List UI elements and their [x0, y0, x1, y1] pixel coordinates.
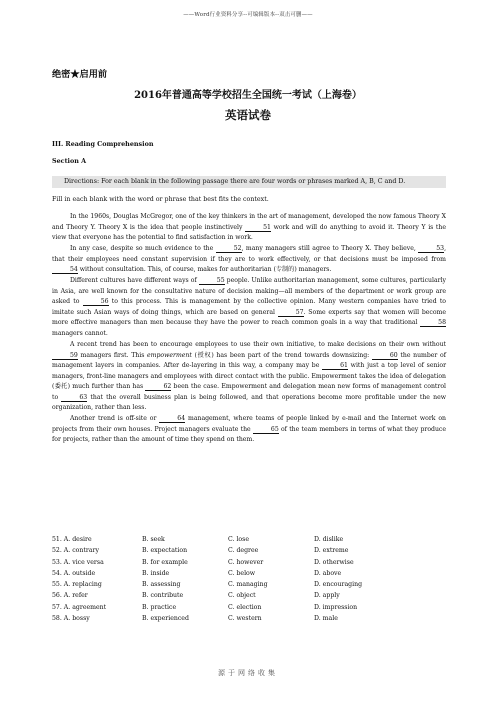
passage-text: A recent trend has been to encourage employees to use their own initiative, to make decisions on their own without	[70, 341, 446, 349]
option-row	[52, 536, 448, 547]
option-choice: B. contribute	[142, 592, 184, 600]
blank-55: 55	[199, 277, 225, 285]
passage-text: . Some experts say that women will become more effective managers than men because they have the power to reach common goals in a way that traditional	[52, 308, 446, 327]
blank-63: 63	[61, 394, 87, 402]
option-choice: 57. A. agreement	[52, 603, 107, 611]
option-row	[52, 615, 448, 626]
option-choice: C. western	[228, 615, 262, 623]
option-choice: B. practice	[142, 603, 177, 611]
blank-59: 59	[52, 352, 78, 360]
exam-title: 2016年普通高等学校招生全国统一考试（上海卷）	[134, 90, 362, 101]
passage-text: to this process. This is management by the collective opinion. Many western companies have tried to imitate such Asian ways of doing things, which are based on general	[52, 298, 446, 316]
blank-64: 64	[159, 415, 185, 423]
option-choice: B. experienced	[142, 615, 189, 623]
blank-54: 54	[52, 266, 78, 274]
option-choice: C. election	[228, 603, 262, 611]
passage-text: work and will do anything to avoid it. Theory Y is the view that everyone has the potential to find satisfaction in work.	[52, 223, 446, 242]
passage-text: with just a top level of senior managers, front-line managers and employees with direct contact with the public. Empowerment takes the idea of delegation (委托) much further than has	[52, 362, 447, 391]
passage-text: the number of management layers in companies. After de-layering in this way, a company may be	[52, 351, 446, 370]
option-choice: D. above	[314, 569, 342, 577]
directions-line-2: Fill in each blank with the word or phrase that best fits the context.	[52, 196, 269, 203]
option-row	[52, 547, 448, 558]
option-choice: 51. A. desire	[52, 536, 92, 543]
option-choice: 54. A. outside	[52, 569, 96, 577]
passage-text: of the team members in terms of what they produce for projects, rather than the amount of time they spend on them.	[52, 425, 446, 444]
blank-61: 61	[322, 362, 348, 370]
passage-paragraph	[52, 414, 446, 446]
passage-text: without consultation. This, of course, makes for authoritarian (专制的) managers.	[77, 266, 332, 274]
option-choice: C. degree	[228, 547, 259, 555]
blank-53: 53	[418, 245, 444, 253]
option-choice: B. for example	[142, 558, 188, 566]
option-choice: C. managing	[228, 581, 268, 589]
option-row	[52, 581, 448, 592]
reading-passage	[52, 212, 446, 447]
passage-text: Different cultures have different ways of	[70, 277, 199, 285]
passage-text: , that their employees need constant supervision if they are to work effectively, or that decisions must be imposed from	[52, 245, 447, 263]
option-choice: D. apply	[314, 592, 340, 600]
option-choice: C. below	[228, 569, 256, 577]
blank-58: 58	[420, 319, 446, 327]
option-row	[52, 570, 448, 581]
passage-paragraph	[52, 244, 446, 276]
blank-56: 56	[83, 298, 109, 306]
passage-text: In the 1960s, Douglas McGregor, one of the key thinkers in the art of management, developed the now famous Theory X and Theory Y. Theory X is the idea that people instinctively	[52, 213, 446, 231]
passage-paragraph	[52, 276, 446, 339]
option-choice: C. object	[228, 592, 256, 600]
option-choice: B. inside	[142, 569, 170, 577]
option-row	[52, 592, 448, 603]
passage-text: managers first. This	[77, 351, 148, 359]
subject-title: 英语试卷	[225, 108, 271, 122]
option-choice: D. impression	[314, 603, 358, 611]
option-choice: 55. A. replacing	[52, 581, 102, 589]
passage-text: Another trend is off-site or	[70, 415, 160, 423]
italic-term: empowerment	[147, 351, 192, 359]
passage-text: that the overall business plan is being followed, and that operations become more profitable under the new organization, rather than less.	[52, 393, 446, 412]
directions-line-1: Directions: For each blank in the following passage there are four words or phrases marked A, B, C and D.	[64, 178, 406, 185]
page-footer: 源于网络收集	[218, 669, 278, 677]
blank-60: 60	[372, 352, 398, 360]
option-choice: B. expectation	[142, 547, 188, 555]
passage-text: people. Unlike authoritarian management, some cultures, particularly in Asia, are well known for the consultative nature of decision making—all members of the department or work group are asked to	[52, 277, 447, 306]
option-choice: C. lose	[228, 536, 249, 543]
option-choice: D. dislike	[314, 536, 344, 543]
option-choice: C. however	[228, 558, 264, 566]
option-choice: D. otherwise	[314, 558, 354, 566]
blank-62: 62	[145, 383, 171, 391]
option-choice: D. extreme	[314, 547, 349, 555]
blank-52: 52	[216, 245, 242, 253]
passage-paragraph	[52, 340, 446, 414]
option-row	[52, 559, 448, 570]
passage-text: managers cannot.	[52, 330, 108, 338]
option-choice: 58. A. bossy	[52, 615, 90, 623]
answer-options	[52, 536, 448, 626]
passage-text: management, where teams of people linked by e-mail and the Internet work on projects from their own houses. Project managers evaluate the	[52, 415, 447, 433]
passage-text: , many managers still agree to Theory X. They believe,	[241, 245, 419, 253]
option-choice: D. encouraging	[314, 581, 363, 589]
option-choice: B. seek	[142, 536, 165, 543]
option-choice: B. assessing	[142, 581, 181, 589]
passage-text: been the case. Empowerment and delegation mean new forms of management control to	[52, 383, 446, 401]
blank-51: 51	[245, 224, 271, 232]
passage-text: (授权) has been part of the trend towards downsizing:	[191, 351, 372, 359]
section-heading: Section A	[52, 157, 87, 165]
option-row	[52, 604, 448, 615]
option-choice: 56. A. refer	[52, 592, 88, 600]
option-choice: D. male	[314, 615, 338, 623]
passage-text: In any case, despite so much evidence to the	[70, 245, 216, 253]
passage-paragraph	[52, 212, 446, 244]
option-choice: 52. A. contrary	[52, 547, 99, 555]
part-heading: III. Reading Comprehension	[52, 140, 154, 148]
confidential-label: 绝密★启用前	[52, 69, 108, 80]
option-choice: 53. A. vice versa	[52, 558, 104, 566]
blank-57: 57	[278, 309, 304, 317]
document-header: ——Word行业资料分享--可编辑版本--双击可删——	[183, 12, 313, 18]
blank-65: 65	[253, 426, 279, 434]
